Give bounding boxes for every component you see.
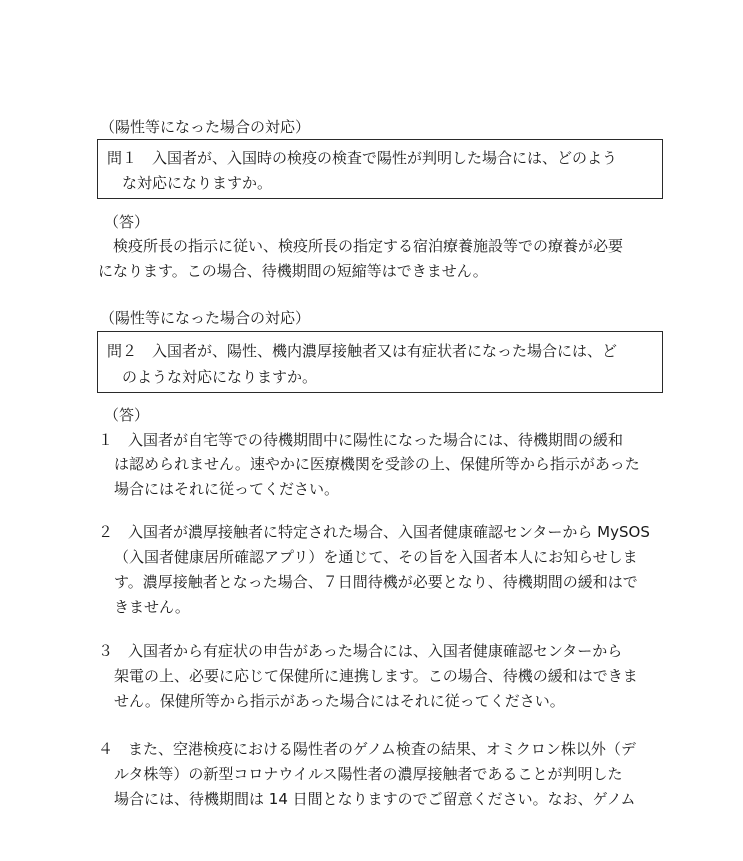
answer-item-3-line1: ３ 入国者から有症状の申告があった場合には、入国者健康確認センターから bbox=[98, 642, 623, 660]
question2-line1: 問２ 入国者が、陽性、機内濃厚接触者又は有症状者になった場合には、ど bbox=[107, 342, 618, 360]
answer-item-1-line2: は認められません。速やかに医療機関を受診の上、保健所等から指示があった bbox=[114, 455, 640, 473]
question2-box bbox=[97, 331, 663, 393]
question2-line2: のような対応になりますか。 bbox=[122, 368, 318, 386]
answer-item-2-line1: ２ 入国者が濃厚接触者に特定された場合、入国者健康確認センターから MySOS bbox=[98, 523, 650, 541]
section2-heading: （陽性等になった場合の対応） bbox=[100, 309, 311, 327]
question1-line2: な対応になりますか。 bbox=[122, 174, 273, 192]
answer1-line1: 検疫所長の指示に従い、検疫所長の指定する宿泊療養施設等での療養が必要 bbox=[98, 237, 624, 255]
answer-item-2-line2: （入国者健康居所確認アプリ）を通じて、その旨を入国者本人にお知らせしま bbox=[114, 548, 638, 566]
answer-item-2-line3: す。濃厚接触者となった場合、７日間待機が必要となり、待機期間の緩和はで bbox=[114, 573, 638, 591]
answer-item-3-line2: 架電の上、必要に応じて保健所に連携します。この場合、待機の緩和はできま bbox=[114, 667, 638, 685]
question1-line1: 問１ 入国者が、入国時の検疫の検査で陽性が判明した場合には、どのよう bbox=[107, 149, 618, 167]
section1-heading: （陽性等になった場合の対応） bbox=[100, 118, 311, 136]
answer-item-2-line4: きません。 bbox=[114, 598, 190, 616]
answer-item-4-line2: ルタ株等）の新型コロナウイルス陽性者の濃厚接触者であることが判明した bbox=[114, 765, 623, 783]
answer2-label: （答） bbox=[104, 406, 150, 424]
answer-item-1-line1: １ 入国者が自宅等での待機期間中に陽性になった場合には、待機期間の緩和 bbox=[98, 431, 624, 449]
answer-item-4-line1: ４ また、空港検疫における陽性者のゲノム検査の結果、オミクロン株以外（デ bbox=[98, 740, 636, 758]
answer1-label: （答） bbox=[104, 213, 150, 231]
answer-item-3-line3: せん。保健所等から指示があった場合にはそれに従ってください。 bbox=[114, 692, 565, 710]
question1-box bbox=[97, 139, 663, 199]
answer1-line2: になります。この場合、待機期間の短縮等はできません。 bbox=[98, 262, 488, 280]
answer-item-4-line3: 場合には、待機期間は 14 日間となりますのでご留意ください。なお、ゲノム bbox=[114, 790, 636, 808]
answer-item-1-line3: 場合にはそれに従ってください。 bbox=[114, 480, 340, 498]
